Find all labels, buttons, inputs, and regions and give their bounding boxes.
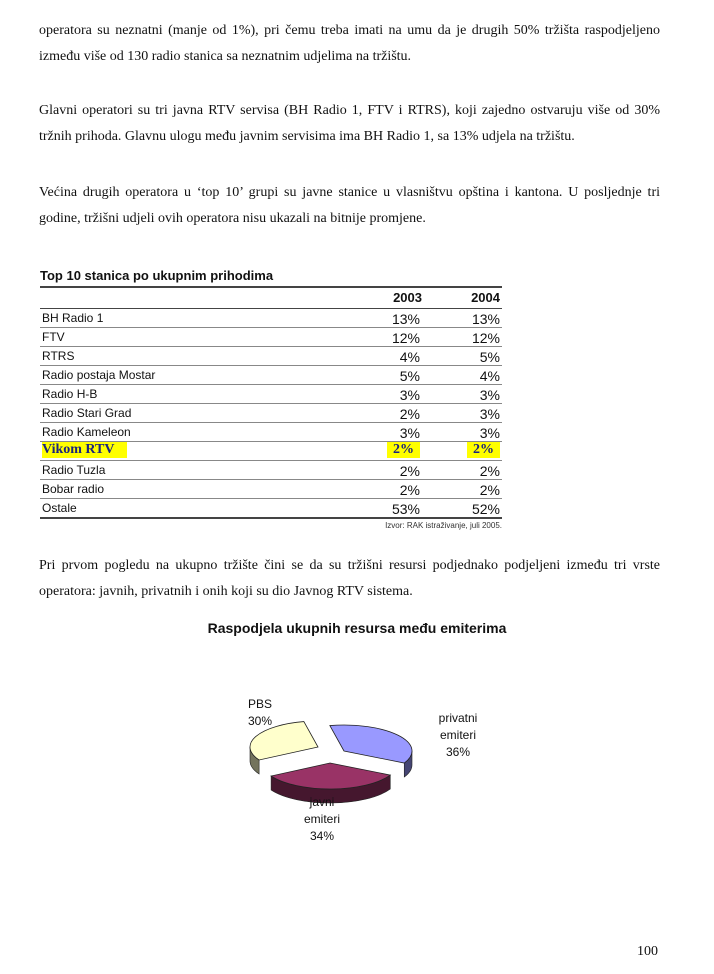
table-row — [40, 404, 502, 423]
row-value-2004: 4% — [479, 368, 500, 384]
revenue-table — [40, 266, 502, 530]
row-name: Ostale — [42, 501, 77, 515]
row-name: Radio postaja Mostar — [42, 368, 156, 382]
table-header — [40, 286, 502, 309]
row-value-2003: 13% — [391, 311, 420, 327]
pie-value-label: 34% — [309, 829, 335, 843]
table-row — [40, 499, 502, 519]
pie-category-label: javni — [309, 795, 335, 809]
row-value-2004: 3% — [479, 406, 500, 422]
pie-category-label: emiteri — [303, 812, 341, 826]
paragraph-1: operatora su neznatni (manje od 1%), pri čemu treba imati na umu da je drugih 50% tržišta raspodjeljeno između više od 130 radio stanica sa neznatnim udjelima na tržištu. — [39, 23, 660, 64]
table-title: Top 10 stanica po ukupnim prihodima — [40, 268, 274, 283]
row-name: RTRS — [42, 349, 75, 363]
table-row — [40, 328, 502, 347]
table-row — [40, 366, 502, 385]
row-name: FTV — [42, 330, 65, 344]
table-source: Izvor: RAK istraživanje, juli 2005. — [385, 521, 502, 530]
row-value-2003: 3% — [399, 425, 420, 441]
pie-category-label: privatni — [438, 711, 478, 725]
row-value-2003: 53% — [391, 501, 420, 517]
pie-category-label: PBS — [247, 697, 273, 711]
table-row — [40, 442, 502, 461]
row-value-2003: 2% — [387, 442, 420, 458]
row-value-2003: 2% — [399, 482, 420, 498]
row-value-2003: 2% — [399, 406, 420, 422]
row-value-2004: 2% — [479, 463, 500, 479]
row-name: Radio H-B — [42, 387, 98, 401]
row-name: Vikom RTV — [42, 442, 127, 458]
column-header-2003: 2003 — [393, 290, 422, 305]
pie-value-label: 30% — [247, 714, 273, 728]
row-value-2004: 52% — [471, 501, 500, 517]
table-row — [40, 309, 502, 328]
row-name: BH Radio 1 — [42, 311, 104, 325]
paragraph-4: Pri prvom pogledu na ukupno tržište čini se da su tržišni resursi podjednako podjeljeni između tri vrste operatora: javnih, privatnih i onih koji su dio Javnog RTV sistema. — [39, 558, 660, 599]
table-row — [40, 423, 502, 442]
pie-slice-privatni-emiteri — [330, 725, 412, 763]
row-value-2003: 4% — [399, 349, 420, 365]
row-value-2004: 13% — [471, 311, 500, 327]
row-name: Radio Kameleon — [42, 425, 131, 439]
row-value-2004: 3% — [479, 387, 500, 403]
table-row — [40, 347, 502, 366]
row-name: Bobar radio — [42, 482, 105, 496]
row-value-2003: 3% — [399, 387, 420, 403]
row-name: Radio Stari Grad — [42, 406, 132, 420]
row-value-2003: 12% — [391, 330, 420, 346]
row-value-2004: 2% — [479, 482, 500, 498]
column-header-2004: 2004 — [471, 290, 500, 305]
table-row — [40, 385, 502, 404]
row-value-2004: 3% — [479, 425, 500, 441]
table-row — [40, 461, 502, 480]
page-number: 100 — [637, 944, 658, 959]
chart-title: Raspodjela ukupnih resursa među emiterima — [207, 620, 507, 636]
row-value-2004: 2% — [467, 442, 500, 458]
pie-chart — [230, 680, 490, 860]
table-row — [40, 480, 502, 499]
paragraph-2: Glavni operatori su tri javna RTV servisa (BH Radio 1, FTV i RTRS), koji zajedno ostvaruju više od 30% tržnih prihoda. Glavnu ulogu među javnim servisima ima BH Radio 1, sa 13% udjela na tržištu. — [39, 103, 660, 144]
row-value-2004: 5% — [479, 349, 500, 365]
row-value-2003: 5% — [399, 368, 420, 384]
row-name: Radio Tuzla — [42, 463, 106, 477]
table-body — [40, 309, 502, 519]
row-value-2004: 12% — [471, 330, 500, 346]
pie-category-label: emiteri — [439, 728, 477, 742]
row-value-2003: 2% — [399, 463, 420, 479]
pie-value-label: 36% — [445, 745, 471, 759]
paragraph-3: Većina drugih operatora u ‘top 10’ grupi su javne stanice u vlasništvu opština i kantona. U posljednje tri godine, tržišni udjeli ovih operatora nisu ukazali na bitnije promjene. — [39, 185, 660, 226]
